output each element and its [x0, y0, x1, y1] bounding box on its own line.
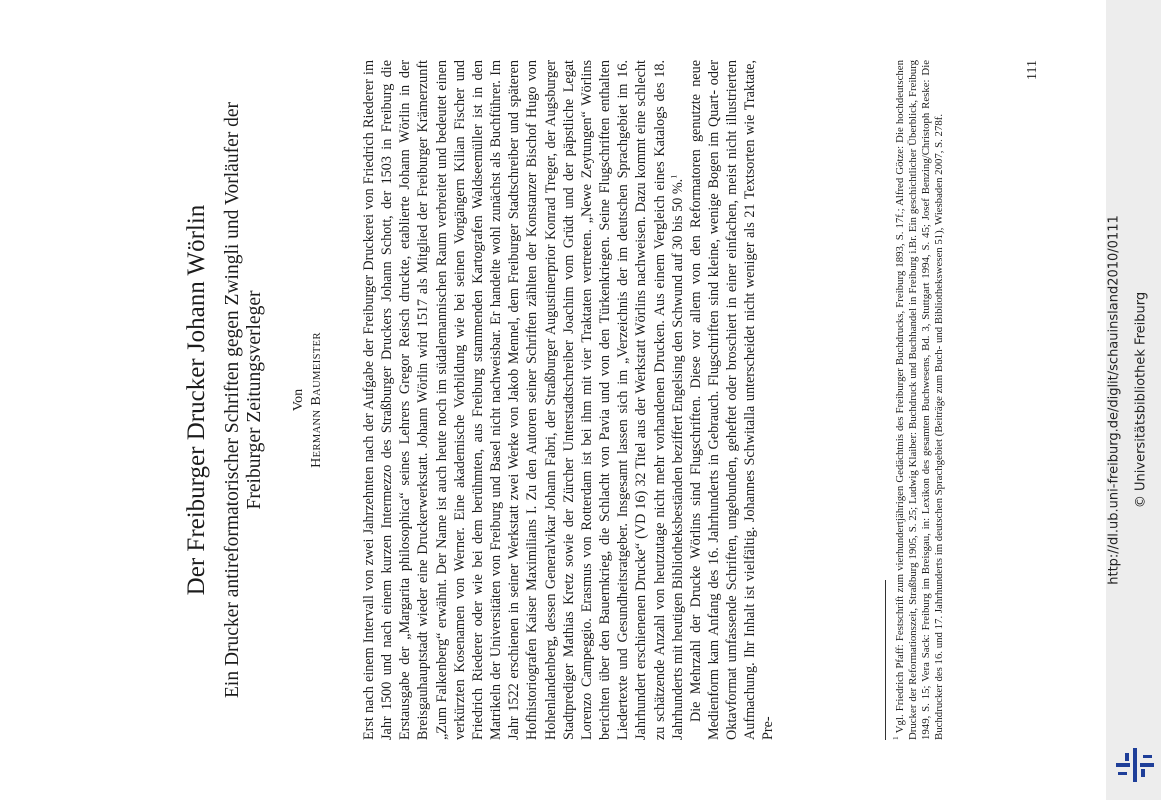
paragraph-1: [360, 60, 687, 740]
author-first-initial: H: [309, 457, 324, 468]
footnote-number: 1: [891, 736, 901, 740]
article-subtitle: [222, 60, 266, 740]
article-title: Der Freiburger Drucker Johann Wörlin: [183, 204, 210, 596]
paragraph-2: Die Mehrzahl der Drucke Wörlins sind Flugschriften. Diese vor allem von den Reformatoren genutzte neue Medienform kam Anfang des 16. Jahrhunderts in Gebrauch. Flugschriften sind kleine, wenige Bogen im Quart- oder Oktavformat umfassende Schriften, ungebunden, geheftet oder broschiert in einer einfachen, meist nicht illustrierten Aufmachung. Ihr Inhalt ist vielfältig. Johannes Schwitalla unterscheidet nicht weniger als 21 Textsorten wie Traktate, Pre-: [687, 60, 777, 740]
footnote-text: Vgl. Friedrich Pfaff: Festschrift zum vierhundertjährigen Gedächtnis des Freiburger Buchdrucks, Freiburg 1893, S. 17f.; Alfred Götze: Die hochdeutschen Drucker der Reformationszeit, Straßburg 1905, S. 25; Ludwig Klaiber: Buchdruck und Buchhandel in Freiburg i.Br. Ein geschichtlicher Überblick, Freiburg 1949, S. 15; Vera Sack: Freiburg im Breisgau, in: Lexikon des gesamten Buchwesens, Bd. 3, Stuttgart 1994, S. 45; Josef Benzing/Christoph Reske: Die Buchdrucker des 16. und 17. Jahrhunderts im deutschen Sprachgebiet (Beiträge zum Buch- und Bibliothekswesen 51), Wiesbaden 2007, S. 278f.: [894, 60, 946, 740]
footnote-ref-1: 1: [668, 174, 678, 179]
permalink-text[interactable]: http://dl.ub.uni-freiburg.de/diglit/schauinsland2010/0111: [1106, 215, 1122, 585]
page-number: 111: [1025, 60, 1040, 80]
paragraph-1-text: Erst nach einem Intervall von zwei Jahrzehnten nach der Aufgabe der Freiburger Druckerei von Friedrich Riederer im Jahr 1500 und nach einem kurzen Intermezzo des Straßburger Druckers Johann Schott, der 1503 in Freiburg die Erstausgabe der „Margarita philosophica“ seines Lehrers Gregor Reisch druckte, etablierte Johann Wörlin in der Breisgauhauptstadt wieder eine Druckerwerkstatt. Johann Wörlin wird 1517 als Mitglied der Freiburger Krämerzunft „Zum Falkenberg“ erwähnt. Der Name ist auch heute noch im südalemannischen Raum verbreitet und bedeutet einen verkürzten Kosenamen von Werner. Eine akademische Vorbildung wie bei seinen Vorgängern Kilian Fischer und Friedrich Riederer oder wie bei dem berühmten, aus Freiburg stammenden Kartografen Waldseemüller ist in den Matrikeln der Universitäten von Freiburg und Basel nicht nachweisbar. Er handelte wohl zunächst als Buchführer. Im Jahr 1522 erschienen in seiner Werkstatt zwei Werke von Jakob Mennel, dem Freiburger Stadtschreiber und späteren Hofhistoriografen Kaiser Maximilians I. Zu den Autoren seiner Schriften zählten der Konstanzer Bischof Hugo von Hohenlandenberg, dessen Generalvikar Johann Fabri, der Straßburger Augustinerprior Konrad Treger, der Augsburger Stadtprediger Mathias Kretz sowie der Zürcher Unterstadtschreiber Joachim vom Grüdt und der päpstliche Legat Lorenzo Campeggio. Erasmus von Rotterdam ist bei ihm mit vier Traktaten vertreten. „Newe Zeytungen“ Wörlins berichten über den Bauernkrieg, die Schlacht von Pavia und von den Türkenkriegen. Seine Flugschriften enthalten Liedertexte und Gesundheitsratgeber. Insgesamt lassen sich im „Verzeichnis der im deutschen Sprachgebiet im 16. Jahrhundert erschienenen Drucke“ (VD 16) 32 Titel aus der Werkstatt Wörlins nachweisen. Dazu kommt eine schlecht zu schätzende Anzahl von heutzutage nicht mehr vorhandenen Drucken. Aus einem Vergleich eines Katalogs des 18. Jahrhunderts mit heutigen Bibliotheksbeständen beziffert Engelsing den Schwund auf 30 bis 50 %.: [361, 60, 686, 740]
copyright-text: © Universitätsbibliothek Freiburg: [1133, 291, 1149, 509]
author-last-rest: AUMEISTER: [312, 332, 323, 396]
article-body: [360, 60, 778, 740]
footnote-1: [891, 60, 946, 740]
byline-von: Von: [291, 388, 306, 412]
ub-freiburg-logo-icon: [1116, 748, 1154, 782]
footnote-separator: [885, 580, 886, 740]
author-first-rest: ERMANN: [312, 409, 323, 458]
subtitle-line-1: Ein Drucker antireformatorischer Schriften gegen Zwingli und Vorläufer der: [222, 102, 243, 698]
author-last-initial: B: [309, 395, 324, 406]
subtitle-line-2: Freiburger Zeitungsverleger: [244, 290, 265, 510]
author-name: [308, 0, 326, 800]
